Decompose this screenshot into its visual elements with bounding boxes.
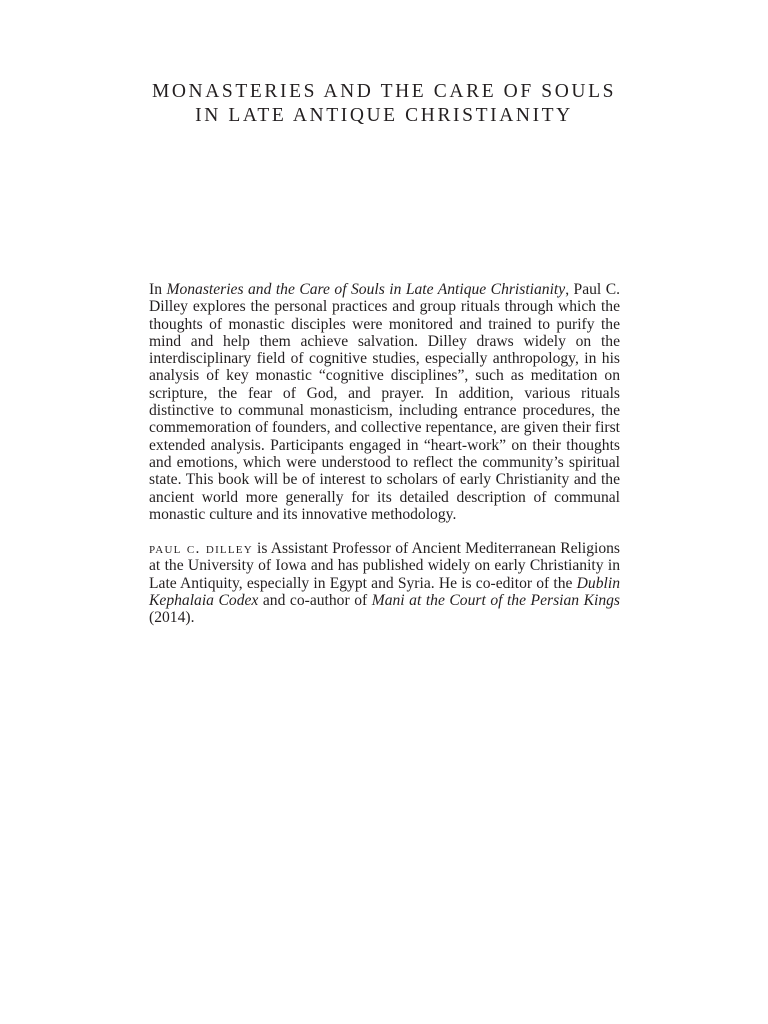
author-work-1: Dublin Kephalaia Codex [149, 574, 620, 610]
description-body: , Paul C. Dilley explores the personal practices and group rituals through which the thoughts of monastic disciples were monitored and trained to purify the mind and help them achieve salvation. Dilley draws widely on the interdisciplinary field of cognitive studies, especially anthropology, in his analysis of key monastic “cognitive disciplines”, such as meditation on scripture, the fear of God, and prayer. In addition, various rituals distinctive to communal monasticism, including entrance procedures, the commemoration of founders, and collective repentance, are given their first extended analysis. Participants engaged in “heart-work” on their thoughts and emotions, which were understood to reflect the community’s spiritual state. This book will be of interest to scholars of early Christianity and the ancient world more generally for its detailed description of communal monastic culture and its innovative methodology. [149, 281, 621, 523]
author-name: paul c. dilley [149, 540, 253, 558]
book-description-block [149, 281, 620, 627]
book-title [0, 80, 768, 128]
book-title-line-1: MONASTERIES AND THE CARE OF SOULS [151, 81, 617, 102]
author-bio [149, 540, 620, 626]
book-description [149, 281, 620, 523]
description-book-title: Monasteries and the Care of Souls in Late Antique Christianity [166, 281, 566, 298]
author-work-2: Mani at the Court of the Persian Kings [371, 592, 620, 610]
author-bio-text-3: (2014). [149, 609, 195, 627]
book-title-line-2: IN LATE ANTIQUE CHRISTIANITY [195, 105, 573, 126]
author-bio-text-1: is Assistant Professor of Ancient Mediterranean Religions at the University of Iowa and has published widely on early Christianity in Late Antiquity, especially in Egypt and Syria. He is co-editor of the [149, 540, 620, 592]
description-intro: In [149, 281, 167, 298]
author-bio-text-2: and co-author of [258, 592, 372, 610]
